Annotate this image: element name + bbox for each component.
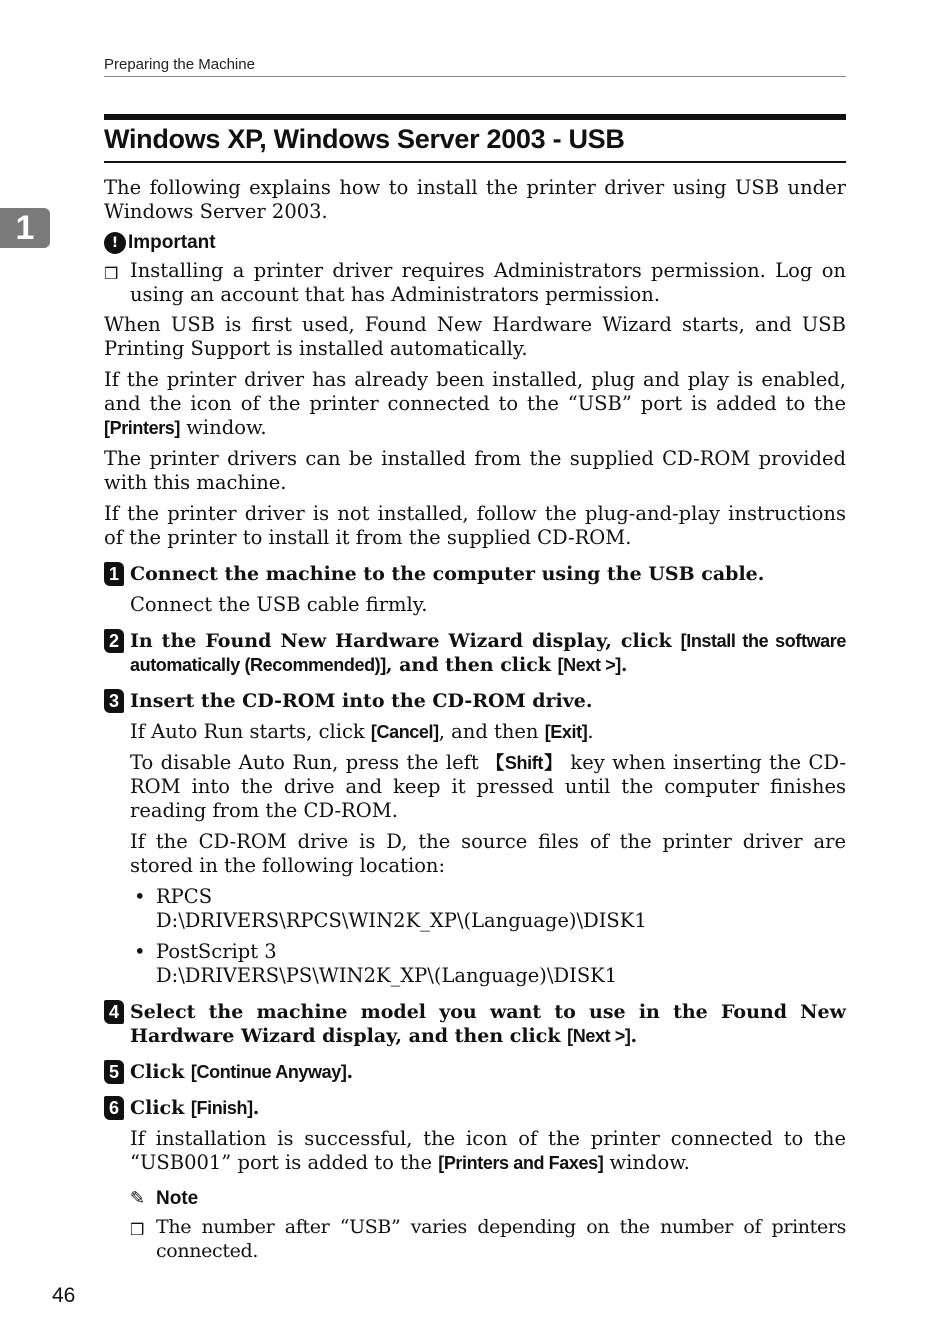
step-heading: Connect the machine to the computer using the USB cable. [130, 563, 765, 585]
step-number: 2 [104, 629, 124, 653]
step-1 [104, 562, 846, 617]
exit-button-ref: [Exit] [544, 722, 588, 742]
paragraph: If the printer driver is not installed, follow the plug-and-play instructions of the printer to install it from the supplied CD-ROM. [104, 502, 846, 549]
step-6 [104, 1096, 846, 1263]
page-number: 46 [52, 1284, 76, 1307]
cancel-button-ref: [Cancel] [370, 722, 439, 742]
file-path: D:\DRIVERS\PS\WIN2K_XP\(Language)\DISK1 [156, 964, 618, 987]
step-text: To disable Auto Run, press the left 【Shift】 key when inserting the CD-ROM into the drive and keep it pressed until the computer finishes reading from the CD-ROM. [130, 751, 846, 822]
finish-button-ref: [Finish] [190, 1098, 253, 1118]
note-label: Note [156, 1188, 199, 1209]
important-item: ❒ Installing a printer driver requires Administrators permission. Log on using an account that has Administrators permission. [104, 259, 846, 306]
checkbox-icon: ❒ [104, 264, 119, 283]
step-text: If Auto Run starts, click [Cancel], and then [Exit]. [130, 720, 594, 743]
step-text: If installation is successful, the icon of the printer connected to the “USB001” port is added to the [Printers and Faxes] window. [130, 1127, 846, 1174]
running-header [104, 54, 846, 77]
step-number: 6 [104, 1096, 124, 1120]
main-content [104, 176, 846, 1269]
step-number: 1 [104, 562, 124, 586]
continue-anyway-button-ref: [Continue Anyway] [190, 1062, 347, 1082]
step-number: 3 [104, 689, 124, 713]
next-button-ref: [Next >] [567, 1026, 631, 1046]
printers-faxes-window-ref: [Printers and Faxes] [438, 1153, 604, 1173]
note-item: ❒ The number after “USB” varies depending on the number of printers connected. [130, 1216, 846, 1262]
step-heading: In the Found New Hardware Wizard display, click [Install the software automatically (Recommended)], and then click [Next >]. [130, 630, 846, 676]
pencil-icon: ✎ [130, 1188, 146, 1209]
printers-window-ref: [Printers] [104, 418, 181, 438]
install-auto-option-ref: [Install the software automatically (Recommended)] [130, 631, 846, 675]
step-3 [104, 689, 846, 988]
file-path: D:\DRIVERS\RPCS\WIN2K_XP\(Language)\DISK1 [156, 909, 647, 932]
important-icon: ! [104, 232, 126, 254]
note-heading [130, 1187, 846, 1211]
intro-paragraph: The following explains how to install the printer driver using USB under Windows Server 2003. [104, 176, 846, 223]
important-label: Important [128, 232, 216, 253]
step-text: Connect the USB cable firmly. [130, 593, 428, 616]
paragraph: The printer drivers can be installed from the supplied CD-ROM provided with this machine. [104, 447, 846, 494]
next-button-ref: [Next >] [557, 655, 621, 675]
step-heading: Click [Continue Anyway]. [130, 1061, 354, 1083]
title-rule [104, 114, 846, 120]
list-item: • PostScript 3 D:\DRIVERS\PS\WIN2K_XP\(Language)\DISK1 [130, 940, 846, 988]
chapter-tab: 1 [0, 208, 50, 248]
paragraph: When USB is first used, Found New Hardware Wizard starts, and USB Printing Support is installed automatically. [104, 313, 846, 360]
step-text: If the CD-ROM drive is D, the source files of the printer driver are stored in the following location: [130, 830, 846, 877]
page-title: Windows XP, Windows Server 2003 - USB [104, 124, 846, 163]
checkbox-icon: ❒ [130, 1220, 144, 1239]
step-4 [104, 1000, 846, 1048]
important-heading [104, 231, 846, 255]
step-number: 5 [104, 1060, 124, 1084]
step-2 [104, 629, 846, 677]
step-heading: Click [Finish]. [130, 1097, 260, 1119]
location-list [130, 885, 846, 988]
shift-key-ref: 【Shift】 [486, 753, 563, 773]
step-number: 4 [104, 1000, 124, 1024]
paragraph: If the printer driver has already been installed, plug and play is enabled, and the icon of the printer connected to the “USB” port is added to the [Printers] window. [104, 368, 846, 439]
list-item: • RPCS D:\DRIVERS\RPCS\WIN2K_XP\(Language)\DISK1 [130, 885, 846, 933]
step-5 [104, 1060, 846, 1084]
step-heading: Select the machine model you want to use in the Found New Hardware Wizard display, and then click [Next >]. [130, 1001, 846, 1047]
step-heading: Insert the CD-ROM into the CD-ROM drive. [130, 690, 593, 712]
section-title: Preparing the Machine [104, 56, 255, 73]
